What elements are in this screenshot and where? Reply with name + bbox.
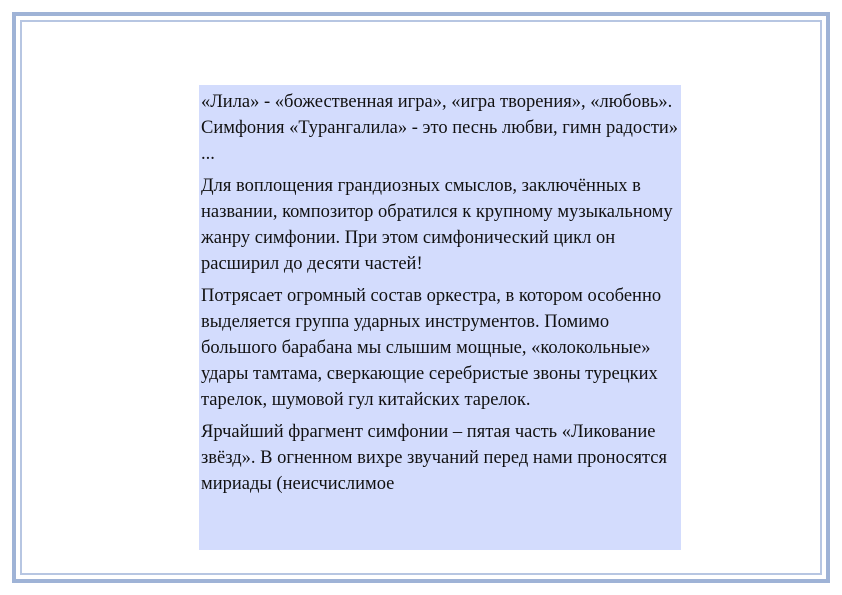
text-box (199, 85, 681, 550)
paragraph-lila: «Лила» - «божественная игра», «игра творения», «любовь». Симфония «Турангалила» - это песнь любви, гимн радости» ... (201, 92, 679, 164)
paragraph-orchestra: Потрясает огромный состав оркестра, в котором особенно выделяется группа ударных инструментов. Помимо большого барабана мы слышим мощные, «колокольные» удары тамтама, сверкающие серебристые звоны турецких тарелок, шумовой гул китайских тарелок. (201, 286, 662, 410)
paragraph-fifth-movement: Ярчайший фрагмент симфонии – пятая часть «Ликование звёзд». В огненном вихре звучаний перед нами проносятся мириады (неисчислимое (201, 422, 668, 494)
paragraph-symphony-genre: Для воплощения грандиозных смыслов, заключённых в названии, композитор обратился к крупному музыкальному жанру симфонии. При этом симфонический цикл он расширил до десяти частей! (201, 176, 673, 274)
